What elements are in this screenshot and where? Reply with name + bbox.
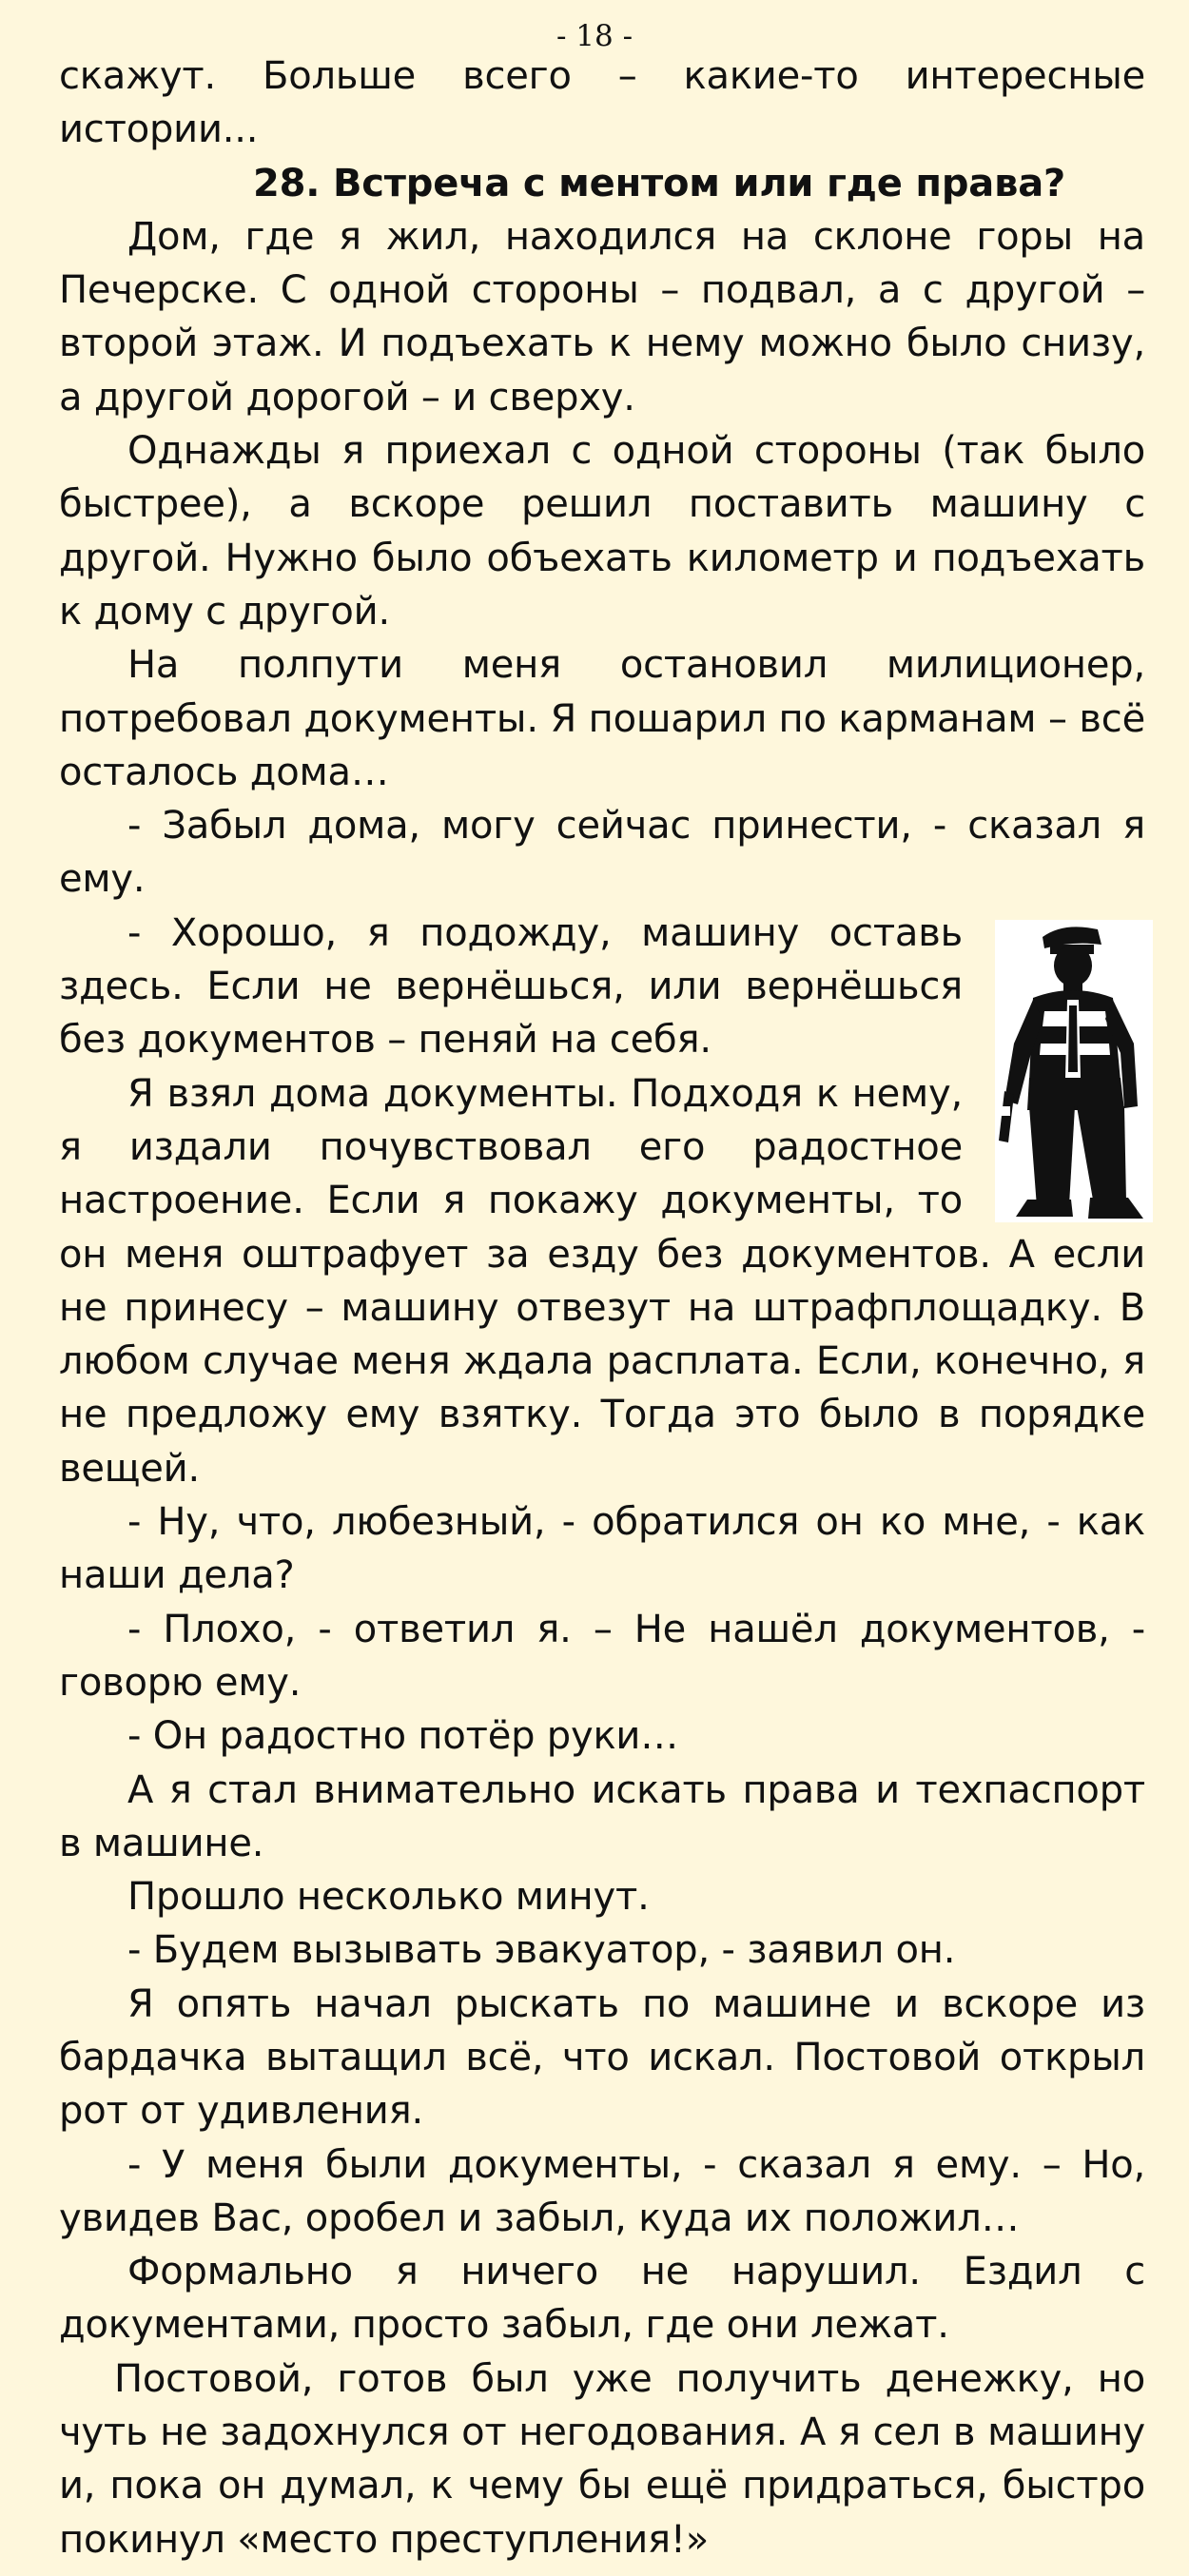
paragraph-dialogue: - У меня были документы, - сказал я ему. – Но, увидев Вас, оробел и забыл, куда их положил…: [59, 2142, 1145, 2240]
paragraph-dialogue: - Забыл дома, могу сейчас принести, - сказал я ему.: [59, 804, 1145, 902]
paragraph: Дом, где я жил, находился на склоне горы на Печерске. С одной стороны – подвал, а с другой – второй этаж. И подъехать к нему можно было снизу, а другой дорогой – и сверху.: [59, 214, 1145, 420]
paragraph-dialogue: - Он радостно потёр руки…: [127, 1714, 679, 1759]
paragraph: А я стал внимательно искать права и техпаспорт в машине.: [59, 1767, 1145, 1865]
policeman-silhouette-image: [995, 920, 1153, 1222]
paragraph: Однажды я приехал с одной стороны (так было быстрее), а вскоре решил поставить машину с другой. Нужно было объехать километр и подъехать к дому с другой.: [59, 429, 1145, 634]
paragraph: Постовой, готов был уже получить денежку, но чуть не задохнулся от негодования. А я сел в машину и, пока он думал, к чему бы ещё придраться, быстро покинул «место преступления!»: [59, 2356, 1145, 2562]
paragraph-continuation: скажут. Больше всего – какие-то интересные истории...: [59, 54, 1145, 152]
page-body: [59, 49, 1145, 2566]
paragraph-dialogue: - Плохо, - ответил я. – Не нашёл документов, - говорю ему.: [59, 1607, 1145, 1705]
chapter-heading: 28. Встреча с ментом или где права?: [253, 161, 1065, 205]
paragraph: Формально я ничего не нарушил. Ездил с документами, просто забыл, где они лежат.: [59, 2250, 1145, 2348]
paragraph: Я опять начал рыскать по машине и вскоре из бардачка вытащил всё, что искал. Постовой открыл рот от удивления.: [59, 1981, 1145, 2134]
paragraph: На полпути меня остановил милиционер, потребовал документы. Я пошарил по карманам – всё осталось дома…: [59, 643, 1145, 794]
paragraph-dialogue: - Будем вызывать эвакуатор, - заявил он.: [127, 1928, 956, 1973]
paragraph: Прошло несколько минут.: [127, 1875, 650, 1920]
paragraph-dialogue: - Хорошо, я подожду, машину оставь здесь. Если не вернёшься, или вернёшься без документов – пеняй на себя.: [59, 910, 963, 1063]
page-number: - 18 -: [556, 19, 633, 53]
paragraph-dialogue: - Ну, что, любезный, - обратился он ко мне, - как наши дела?: [59, 1500, 1145, 1598]
paragraph: Я взял дома документы. Подходя к нему, я издали почувствовал его радостное настроение. Если я покажу документы, то он меня оштрафует за езду без документов. А если не принесу – машину отвезут на штрафплощадку. В любом случае меня ждала расплата. Если, конечно, я не предложу ему взятку. Тогда это было в порядке вещей.: [59, 1071, 1145, 1491]
